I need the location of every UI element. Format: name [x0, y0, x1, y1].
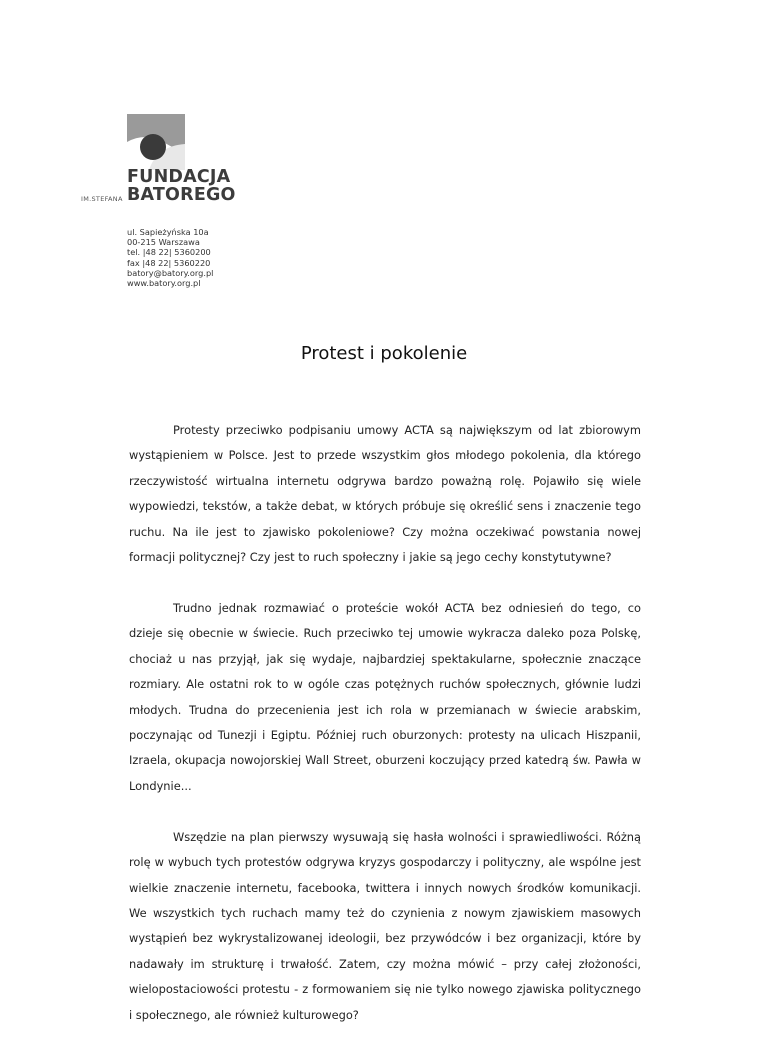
paragraph: Trudno jednak rozmawiać o proteście wokół ACTA bez odniesień do tego, co dzieje się obecnie w świecie. Ruch przeciwko tej umowie wykracza daleko poza Polskę, chociaż u nas przyjął, jak się wydaje, najbardziej spektakularne, społecznie znaczące rozmiary. Ale ostatni rok to w ogóle czas potężnych ruchów społecznych, głównie ludzi młodych. Trudna do przecenienia jest ich rola w przemianach w świecie arabskim, poczynając od Tunezji i Egiptu. Później ruch oburzonych: protesty na ulicach Hiszpanii, Izraela, okupacja nowojorskiej Wall Street, oburzeni koczujący przed katedrą św. Pawła w Londynie...	[129, 600, 641, 793]
address-street: ul. Sapieżyńska 10a	[127, 227, 209, 237]
address-tel: tel. |48 22| 5360200	[127, 247, 211, 258]
address-fax: fax |48 22| 5360220	[127, 257, 211, 268]
fundacja-batorego-logo-icon	[127, 114, 185, 170]
address-block	[127, 227, 213, 288]
logo-name-line1: FUNDACJA	[127, 167, 231, 187]
paragraph: Protesty przeciwko podpisaniu umowy ACTA są największym od lat zbiorowym wystąpieniem w Polsce. Jest to przede wszystkim głos młodego pokolenia, dla którego rzeczywistość wirtualna internetu odgrywa bardzo poważną rolę. Pojawiło się wiele wypowiedzi, tekstów, a także debat, w których próbuje się określić sens i znaczenie tego ruchu. Na ile jest to zjawisko pokoleniowe? Czy można oczekiwać powstania nowej formacji politycznej? Czy jest to ruch społeczny i jakie są jego cechy konstytutywne?	[129, 423, 641, 565]
document-title: Protest i pokolenie	[300, 343, 468, 364]
document-body	[129, 418, 641, 1053]
logo-wordmark	[127, 168, 236, 204]
address-city: 00-215 Warszawa	[127, 237, 200, 248]
address-email: batory@batory.org.pl	[127, 267, 214, 278]
logo-prefix: IM.STEFANA	[81, 195, 123, 203]
paragraph: Wszędzie na plan pierwszy wysuwają się hasła wolności i sprawiedliwości. Różną rolę w wybuch tych protestów odgrywa kryzys gospodarczy i polityczny, ale wspólne jest wielkie znaczenie internetu, facebooka, twittera i innych nowych środków komunikacji. We wszystkich tych ruchach mamy też do czynienia z nowym zjawiskiem masowych wystąpień bez wykrystalizowanej ideologii, bez przywódców i bez organizacji, które by nadawały im strukturę i trwałość. Zatem, czy można mówić – przy całej złożoności, wielopostaciowości protestu - z formowaniem się nie tylko nowego zjawiska politycznego i społecznego, ale również kulturowego?	[129, 829, 641, 1022]
logo-name-line2: BATOREGO	[127, 185, 236, 205]
address-web: www.batory.org.pl	[127, 278, 201, 289]
